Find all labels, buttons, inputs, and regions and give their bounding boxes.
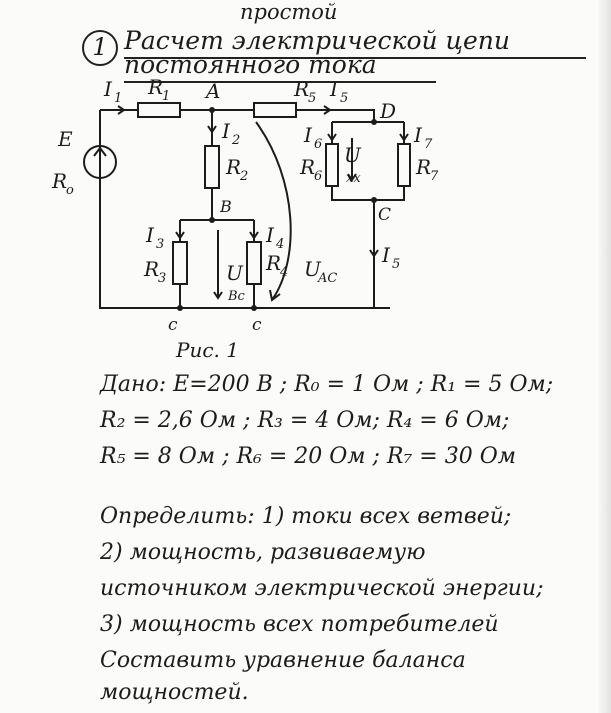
resistor-r5 [254, 103, 296, 117]
task-line-4: 3) мощность всех потребителей [100, 612, 499, 637]
problem-number: 1 [82, 30, 118, 66]
label-i5-bottom: I [382, 243, 390, 267]
label-r7: R [416, 155, 432, 179]
given-line-1: Дано: E=200 B ; R₀ = 1 Ом ; R₁ = 5 Ом; [100, 372, 554, 397]
given-line-3: R₅ = 8 Ом ; R₆ = 20 Ом ; R₇ = 30 Ом [100, 444, 517, 469]
node-d [371, 119, 377, 125]
label-i4-sub: 4 [276, 237, 285, 252]
inserted-word: простой [240, 0, 338, 24]
node-b [209, 217, 215, 223]
label-r3-sub: 3 [158, 271, 167, 286]
circuit-diagram [0, 70, 611, 342]
label-r5-sub: 5 [308, 91, 317, 106]
resistor-r2 [205, 146, 219, 188]
label-r3: R [144, 257, 160, 281]
label-b: B [220, 197, 232, 216]
node-c-mid [251, 305, 257, 311]
label-r0-sub: o [66, 183, 74, 198]
label-uxx-sub: xx [346, 171, 361, 186]
label-r5: R [294, 77, 310, 101]
label-i4: I [266, 223, 274, 247]
label-c-right: C [378, 205, 392, 225]
label-r4: R [266, 251, 282, 275]
node-c-left [177, 305, 183, 311]
label-r6: R [300, 155, 316, 179]
label-i1-sub: 1 [114, 91, 123, 106]
label-i6: I [304, 123, 312, 147]
label-i7: I [414, 123, 422, 147]
node-a [209, 107, 215, 113]
label-uxx: U [344, 143, 361, 167]
label-i5-top: I [330, 77, 338, 101]
label-r4-sub: 4 [280, 265, 289, 280]
label-e: E [58, 127, 73, 151]
label-c-left: c [168, 315, 178, 335]
resistor-r6 [326, 144, 338, 186]
label-i2: I [222, 119, 230, 143]
resistor-r4 [247, 242, 261, 284]
label-i2-sub: 2 [232, 133, 241, 148]
label-i3: I [146, 223, 154, 247]
label-r1: R [148, 75, 164, 99]
title-line-1: Расчет электрической цепи [124, 26, 510, 55]
label-i1: I [104, 77, 112, 101]
label-i6-sub: 6 [314, 137, 323, 152]
task-line-5: Составить уравнение баланса [100, 648, 466, 673]
label-i5-bottom-sub: 5 [392, 257, 401, 272]
label-a: A [206, 79, 221, 103]
task-line-3: источником электрической энергии; [100, 576, 544, 601]
label-c-mid: c [252, 315, 262, 335]
label-d: D [380, 99, 397, 123]
task-line-6: мощностей. [100, 680, 249, 705]
label-i3-sub: 3 [156, 237, 165, 252]
label-r7-sub: 7 [430, 169, 439, 184]
label-r1-sub: 1 [162, 89, 171, 104]
label-r2: R [226, 155, 242, 179]
label-r2-sub: 2 [240, 169, 249, 184]
node-c-right [371, 197, 377, 203]
label-r6-sub: 6 [314, 169, 323, 184]
task-line-2: 2) мощность, развиваемую [100, 540, 426, 565]
label-uac-sub: AC [318, 271, 338, 286]
label-i7-sub: 7 [424, 137, 433, 152]
resistor-r1 [138, 103, 180, 117]
label-ubc: U [226, 261, 243, 285]
label-i5-top-sub: 5 [340, 91, 349, 106]
resistor-r3 [173, 242, 187, 284]
label-ubc-sub: Bc [228, 289, 245, 304]
label-r0: R [52, 169, 68, 193]
resistor-r7 [398, 144, 410, 186]
task-line-1: Определить: 1) токи всех ветвей; [100, 504, 512, 529]
given-line-2: R₂ = 2,6 Ом ; R₃ = 4 Ом; R₄ = 6 Ом; [100, 408, 510, 433]
label-uac: U [304, 257, 321, 281]
title-line-2: постоянного тока [124, 50, 377, 79]
figure-caption: Рис. 1 [176, 338, 239, 362]
